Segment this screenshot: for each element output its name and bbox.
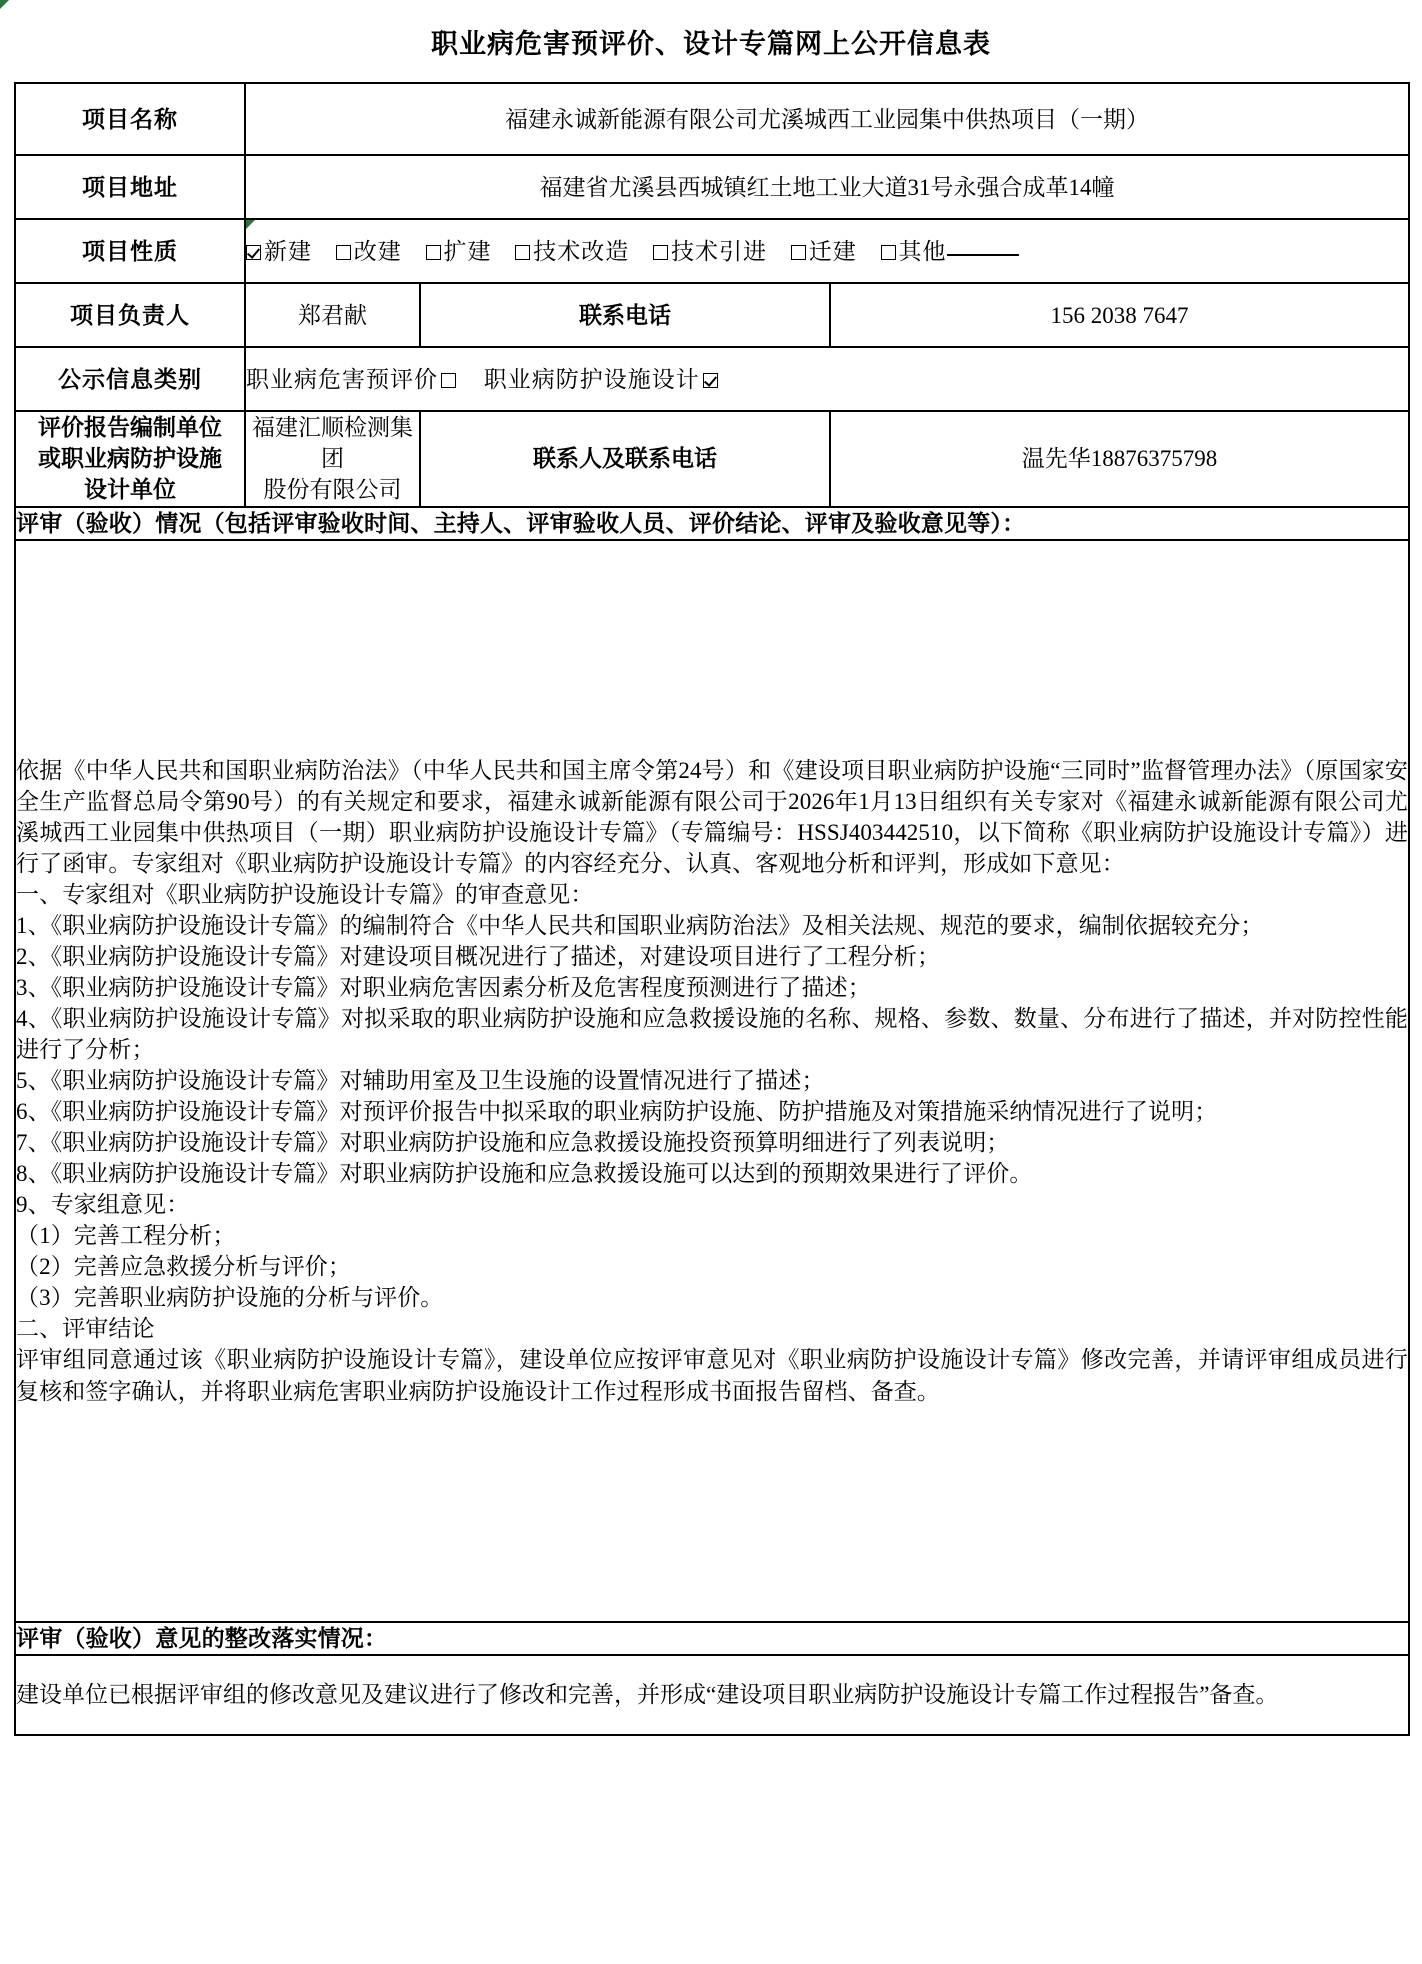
project-leader-value: 郑君献	[245, 283, 420, 347]
table-row-rectification-body	[15, 1655, 1409, 1735]
table-row-rectification-heading	[15, 1622, 1409, 1655]
table-row-publicity-type	[15, 347, 1409, 411]
review-paragraph: 4、《职业病防护设施设计专篇》对拟采取的职业病防护设施和应急救援设施的名称、规格、参数、数量、分布进行了描述，并对防控性能进行了分析；	[16, 1005, 1409, 1062]
review-paragraph: 一、专家组对《职业病防护设施设计专篇》的审查意见：	[16, 881, 594, 907]
publicity-option-0-label: 职业病危害预评价	[246, 366, 438, 392]
publicity-options	[245, 347, 1409, 411]
table-row-project-nature	[15, 219, 1409, 283]
review-paragraph: 8、《职业病防护设施设计专篇》对职业病防护设施和应急救援设施可以达到的预期效果进行了评价。	[16, 1161, 1033, 1187]
publicity-option-0[interactable]	[246, 364, 456, 395]
nature-option-4-label: 技术引进	[671, 238, 767, 264]
checkbox-icon[interactable]	[881, 245, 896, 260]
comment-indicator-icon	[246, 220, 255, 229]
nature-option-0[interactable]	[246, 236, 312, 267]
checkbox-icon[interactable]	[336, 245, 351, 260]
rectification-paragraph: 建设单位已根据评审组的修改意见及建议进行了修改和完善，并形成“建设项目职业病防护设施设计专篇工作过程报告”备查。	[16, 1682, 1279, 1708]
page-title: 职业病危害预评价、设计专篇网上公开信息表	[431, 29, 991, 59]
review-paragraph: 2、《职业病防护设施设计专篇》对建设项目概况进行了描述，对建设项目进行了工程分析；	[16, 943, 941, 969]
nature-option-1-label: 改建	[353, 238, 402, 264]
prep-unit-label-line-1: 或职业病防护设施	[38, 446, 222, 472]
contact-person-value: 温先华18876375798	[830, 411, 1409, 506]
nature-option-5-label: 迁建	[808, 238, 857, 264]
review-paragraph: 3、《职业病防护设施设计专篇》对职业病危害因素分析及危害程度预测进行了描述；	[16, 974, 871, 1000]
review-paragraph: 6、《职业病防护设施设计专篇》对预评价报告中拟采取的职业病防护设施、防护措施及对策措施采纳情况进行了说明；	[16, 1099, 1218, 1125]
nature-option-6-label: 其他	[898, 238, 947, 264]
prep-unit-label-line-0: 评价报告编制单位	[38, 415, 222, 441]
project-name-label: 项目名称	[15, 83, 245, 155]
project-address-value: 福建省尤溪县西城镇红土地工业大道31号永强合成革14幢	[245, 155, 1409, 219]
review-paragraph: 1、《职业病防护设施设计专篇》的编制符合《中华人民共和国职业病防治法》及相关法规、规范的要求，编制依据较充分；	[16, 912, 1264, 938]
project-nature-options	[245, 219, 1409, 283]
checkbox-icon[interactable]	[791, 245, 806, 260]
review-paragraph: （2）完善应急救援分析与评价；	[16, 1254, 351, 1280]
nature-option-1[interactable]	[336, 236, 402, 267]
project-nature-label: 项目性质	[15, 219, 245, 283]
contact-person-label: 联系人及联系电话	[420, 411, 830, 506]
publicity-type-label: 公示信息类别	[15, 347, 245, 411]
nature-option-4[interactable]	[653, 236, 767, 267]
review-paragraph: 依据《中华人民共和国职业病防治法》（中华人民共和国主席令第24号）和《建设项目职业病防护设施“三同时”监督管理办法》（原国家安全生产监督总局令第90号）的有关规定和要求，福建永诚新能源有限公司于2026年1月13日组织有关专家对《福建永诚新能源有限公司尤溪城西工业园集中供热项目（一期）职业病防护设施设计专篇》（专篇编号：HSSJ403442510，以下简称《职业病防护设施设计专篇》）进行了函审。专家组对《职业病防护设施设计专篇》的内容经充分、认真、客观地分析和评判，形成如下意见：	[16, 757, 1409, 876]
project-leader-label: 项目负责人	[15, 283, 245, 347]
review-section-body	[15, 540, 1409, 1622]
other-fill-blank[interactable]	[947, 254, 1019, 256]
checkbox-checked-icon[interactable]	[246, 245, 261, 260]
checkbox-checked-icon[interactable]	[703, 373, 718, 388]
table-row-review-heading	[15, 507, 1409, 540]
contact-phone-label: 联系电话	[420, 283, 830, 347]
publicity-option-1-label: 职业病防护设施设计	[483, 366, 700, 392]
nature-option-2-label: 扩建	[443, 238, 492, 264]
table-row-prep-unit	[15, 411, 1409, 506]
nature-option-0-label: 新建	[264, 238, 312, 264]
table-row-project-name	[15, 83, 1409, 155]
review-paragraph: 7、《职业病防护设施设计专篇》对职业病防护设施和应急救援设施投资预算明细进行了列表说明；	[16, 1130, 1010, 1156]
rectification-heading: 评审（验收）意见的整改落实情况：	[15, 1622, 1409, 1655]
table-row-review-body	[15, 540, 1409, 1622]
review-paragraph: 二、评审结论	[16, 1316, 155, 1342]
review-section-heading: 评审（验收）情况（包括评审验收时间、主持人、评审验收人员、评价结论、评审及验收意见等）：	[15, 507, 1409, 540]
prep-unit-label	[15, 411, 245, 506]
prep-unit-value-line-1: 股份有限公司	[263, 477, 402, 503]
prep-unit-value-line-0: 福建汇顺检测集团	[252, 415, 413, 472]
info-table	[14, 82, 1410, 1735]
table-row-leader-phone	[15, 283, 1409, 347]
checkbox-icon[interactable]	[441, 373, 456, 388]
checkbox-icon[interactable]	[515, 245, 530, 260]
nature-option-3[interactable]	[515, 236, 629, 267]
review-paragraph: （1）完善工程分析；	[16, 1223, 236, 1249]
nature-option-6[interactable]	[881, 236, 1019, 267]
rectification-body	[15, 1655, 1409, 1735]
prep-unit-value	[245, 411, 420, 506]
table-row-project-address	[15, 155, 1409, 219]
publicity-option-1[interactable]	[484, 364, 718, 395]
project-address-label: 项目地址	[15, 155, 245, 219]
nature-option-3-label: 技术改造	[533, 238, 630, 264]
contact-phone-value: 156 2038 7647	[830, 283, 1409, 347]
comment-indicator-icon	[0, 0, 9, 9]
nature-option-5[interactable]	[791, 236, 857, 267]
nature-option-2[interactable]	[426, 236, 492, 267]
review-paragraph: （3）完善职业病防护设施的分析与评价。	[16, 1285, 444, 1311]
review-paragraph: 9、专家组意见：	[16, 1192, 190, 1218]
review-paragraph: 评审组同意通过该《职业病防护设施设计专篇》，建设单位应按评审意见对《职业病防护设施设计专篇》修改完善，并请评审组成员进行复核和签字确认，并将职业病危害职业病防护设施设计工作过程形成书面报告留档、备查。	[16, 1347, 1409, 1404]
prep-unit-label-line-2: 设计单位	[84, 477, 176, 503]
checkbox-icon[interactable]	[426, 245, 441, 260]
checkbox-icon[interactable]	[653, 245, 668, 260]
project-name-value: 福建永诚新能源有限公司尤溪城西工业园集中供热项目（一期）	[245, 83, 1409, 155]
review-paragraph: 5、《职业病防护设施设计专篇》对辅助用室及卫生设施的设置情况进行了描述；	[16, 1068, 825, 1094]
